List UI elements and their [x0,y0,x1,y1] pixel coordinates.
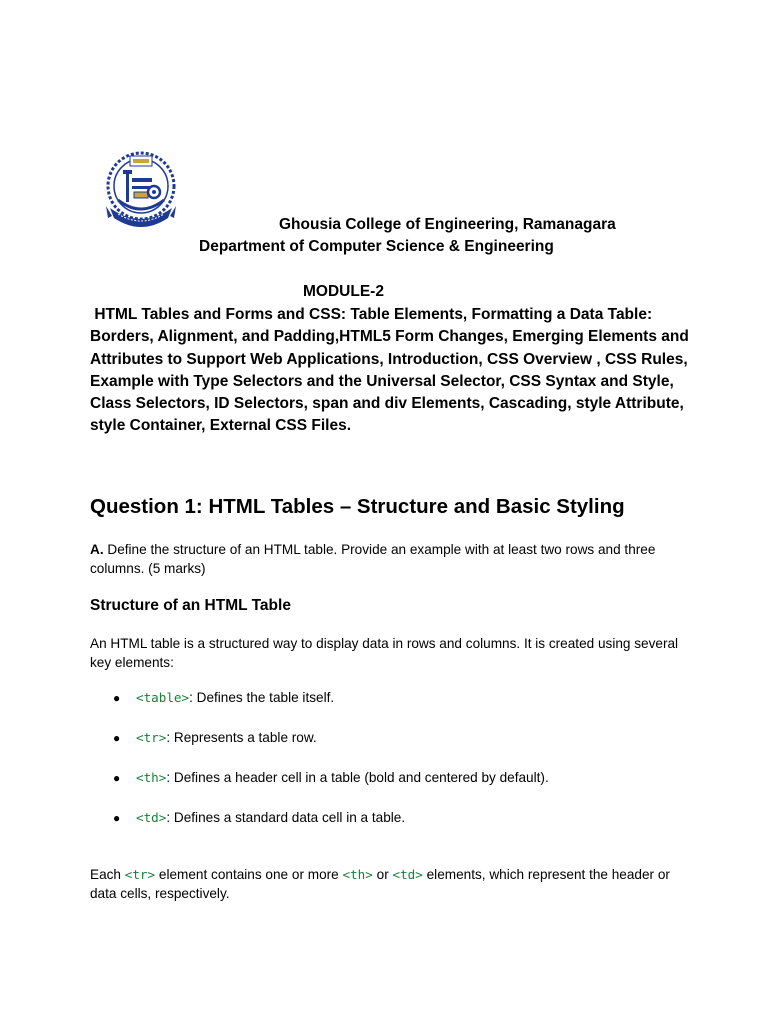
list-item-text: : Defines a header cell in a table (bold and centered by default). [166,770,549,785]
code-snippet: <th> [342,867,373,882]
closing-text: element contains one or more [155,867,343,882]
college-name: Ghousia College of Engineering, Ramanagara [279,216,616,233]
closing-paragraph [90,865,690,903]
list-item [113,689,334,707]
closing-text: Each [90,867,125,882]
code-snippet: <table> [136,690,190,705]
list-item-text: : Defines a standard data cell in a table. [166,810,406,825]
department-name: Department of Computer Science & Engineering [199,238,554,255]
college-emblem-icon [98,148,184,232]
module-title: MODULE-2 [303,283,384,300]
code-snippet: <th> [136,770,167,785]
question-part-a [90,540,690,578]
list-item [113,729,317,747]
bullet-dot: ● [113,771,121,785]
bullet-dot: ● [113,691,121,705]
bullet-dot: ● [113,811,121,825]
part-label: A. [90,542,104,557]
section-heading: Structure of an HTML Table [90,597,291,614]
part-text: Define the structure of an HTML table. Provide an example with at least two rows and three columns. (5 marks) [90,542,656,576]
section-intro: An HTML table is a structured way to display data in rows and columns. It is created using several key elements: [90,636,679,670]
code-snippet: <tr> [136,730,167,745]
list-item-text: : Represents a table row. [166,730,317,745]
module-description: HTML Tables and Forms and CSS: Table Elements, Formatting a Data Table: Borders, Alignment, and Padding,HTML5 Form Changes, Emerging Elements and Attributes to Support Web Applications, Introduction, CSS Overview , CSS Rules, Example with Type Selectors and the Universal Selector, CSS Syntax and Style, Class Selectors, ID Selectors, span and div Elements, Cascading, style Attribute, style Container, External CSS Files. [90,306,693,435]
closing-text: or [372,867,393,882]
list-item-text: : Defines the table itself. [189,690,335,705]
code-snippet: <td> [136,810,167,825]
question-heading: Question 1: HTML Tables – Structure and Basic Styling [90,495,625,518]
list-item [113,769,549,787]
closing-text: elements, which represent the header or data cells, respectively. [90,867,670,901]
code-snippet: <td> [392,867,423,882]
code-snippet: <tr> [124,867,156,882]
bullet-dot: ● [113,731,121,745]
list-item [113,809,405,827]
